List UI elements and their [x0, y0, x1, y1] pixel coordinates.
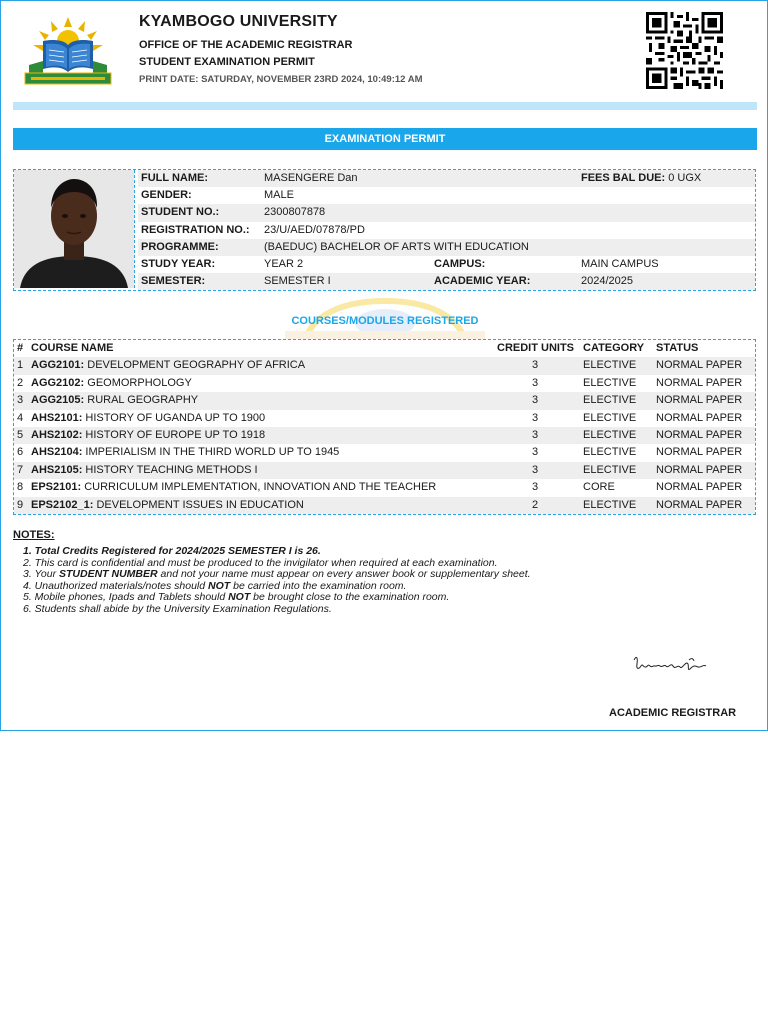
programme-value: (BAEDUC) BACHELOR OF ARTS WITH EDUCATION [264, 240, 529, 253]
course-num: 1 [17, 359, 24, 372]
course-code: AGG2102: [31, 376, 85, 389]
fees-balance [581, 170, 701, 187]
campus-value: MAIN CAMPUS [581, 257, 659, 270]
header-divider [13, 102, 757, 110]
course-title: DEVELOPMENT ISSUES IN EDUCATION [96, 498, 304, 511]
course-units: 3 [531, 359, 539, 372]
full-name-label: FULL NAME: [141, 172, 209, 184]
course-units: 3 [531, 394, 539, 407]
signature-role: ACADEMIC REGISTRAR [609, 707, 737, 719]
course-category: ELECTIVE [583, 446, 637, 459]
course-status: NORMAL PAPER [656, 428, 743, 441]
note-item: 2. This card is confidential and must be produced to the invigilator when required at each examination. [23, 556, 498, 569]
study-year-label: STUDY YEAR: [141, 257, 216, 270]
course-name [31, 479, 436, 496]
course-status: NORMAL PAPER [656, 411, 743, 424]
course-title: DEVELOPMENT GEOGRAPHY OF AFRICA [87, 359, 306, 372]
course-units: 3 [531, 463, 539, 476]
col-status-header: STATUS [656, 342, 699, 354]
col-category-header: CATEGORY [583, 342, 645, 354]
programme-label: PROGRAMME: [141, 240, 219, 253]
university-name: KYAMBOGO UNIVERSITY [139, 13, 338, 30]
course-category: ELECTIVE [583, 394, 637, 407]
course-title: GEOMORPHOLOGY [87, 376, 192, 389]
course-title: CURRICULUM IMPLEMENTATION, INNOVATION AND THE TEACHER [84, 481, 437, 494]
course-title: HISTORY TEACHING METHODS I [85, 463, 258, 476]
note-item: 5. Mobile phones, Ipads and Tablets should NOT be brought close to the examination room. [23, 591, 450, 604]
course-status: NORMAL PAPER [656, 394, 743, 407]
registration-no-label: REGISTRATION NO.: [141, 223, 250, 236]
course-status: NORMAL PAPER [656, 481, 743, 494]
course-code: AGG2105: [31, 394, 85, 407]
course-code: EPS2102_1: [31, 498, 94, 511]
course-num: 7 [17, 463, 24, 476]
course-name [31, 427, 265, 444]
course-category: ELECTIVE [583, 359, 637, 372]
col-units-header: CREDIT UNITS [497, 342, 574, 354]
course-num: 9 [17, 498, 24, 511]
info-row-programme [138, 239, 755, 256]
table-row [14, 392, 755, 409]
full-name-value: MASENGERE Dan [264, 172, 358, 184]
registration-no-value: 23/U/AED/07878/PD [264, 223, 365, 236]
course-category: ELECTIVE [583, 498, 637, 511]
student-info-table [138, 170, 755, 290]
note-item: 3. Your STUDENT NUMBER and not your name must appear on every answer book or supplementary sheet. [23, 568, 531, 581]
fees-label: FEES BAL DUE: [581, 172, 666, 184]
table-row [14, 357, 755, 374]
student-profile [13, 169, 756, 291]
course-code: AGG2101: [31, 359, 85, 372]
course-name [31, 375, 192, 392]
student-photo [14, 170, 135, 288]
table-row [14, 427, 755, 444]
course-units: 3 [531, 446, 539, 459]
study-year-value: YEAR 2 [264, 257, 304, 270]
course-code: AHS2102: [31, 428, 83, 441]
academic-year-label: ACADEMIC YEAR: [434, 275, 531, 288]
course-status: NORMAL PAPER [656, 376, 743, 389]
course-units: 3 [531, 411, 539, 424]
course-code: AHS2104: [31, 446, 83, 459]
note-item: 6. Students shall abide by the University Examination Regulations. [23, 602, 332, 615]
semester-value: SEMESTER I [264, 275, 331, 288]
course-num: 2 [17, 376, 24, 389]
table-row [14, 444, 755, 461]
permit-type: STUDENT EXAMINATION PERMIT [139, 56, 315, 68]
course-units: 3 [531, 481, 539, 494]
course-category: ELECTIVE [583, 428, 637, 441]
course-name [31, 497, 304, 514]
course-units: 3 [531, 376, 539, 389]
table-row [14, 410, 755, 427]
office-name: OFFICE OF THE ACADEMIC REGISTRAR [139, 39, 353, 51]
table-row [14, 375, 755, 392]
table-row [14, 462, 755, 479]
courses-header-row [14, 340, 755, 357]
table-row [14, 479, 755, 496]
course-num: 6 [17, 446, 24, 459]
courses-title: COURSES/MODULES REGISTERED [291, 315, 479, 327]
course-code: AHS2101: [31, 411, 83, 424]
course-title: RURAL GEOGRAPHY [87, 394, 199, 407]
course-category: ELECTIVE [583, 376, 637, 389]
notes-list [23, 546, 531, 616]
permit-title-bar: EXAMINATION PERMIT [13, 128, 757, 150]
qr-code-icon [646, 12, 723, 89]
course-title: HISTORY OF EUROPE UP TO 1918 [85, 428, 266, 441]
info-row-study-year [138, 256, 755, 273]
info-row-full-name [138, 170, 755, 187]
course-title: IMPERIALISM IN THE THIRD WORLD UP TO 1945 [85, 446, 340, 459]
course-category: ELECTIVE [583, 463, 637, 476]
course-name [31, 462, 258, 479]
course-num: 4 [17, 411, 24, 424]
course-code: EPS2101: [31, 481, 82, 494]
course-num: 3 [17, 394, 24, 407]
course-category: ELECTIVE [583, 411, 637, 424]
university-logo-icon [21, 15, 115, 87]
course-name [31, 410, 265, 427]
info-row-semester [138, 273, 755, 290]
info-row-gender [138, 187, 755, 204]
course-status: NORMAL PAPER [656, 359, 743, 372]
semester-label: SEMESTER: [141, 275, 206, 288]
course-name [31, 444, 339, 461]
note-1-text: 1. Total Credits Registered for 2024/2025 SEMESTER I is 26. [23, 545, 321, 557]
student-no-value: 2300807878 [264, 206, 326, 219]
note-item [23, 546, 531, 558]
courses-table [13, 339, 756, 515]
course-title: HISTORY OF UGANDA UP TO 1900 [85, 411, 266, 424]
person-icon [14, 170, 134, 288]
permit-header [1, 1, 767, 101]
course-status: NORMAL PAPER [656, 446, 743, 459]
course-status: NORMAL PAPER [656, 463, 743, 476]
notes-title: NOTES: [13, 529, 55, 541]
course-name [31, 392, 198, 409]
print-date: PRINT DATE: SATURDAY, NOVEMBER 23RD 2024, 10:49:12 AM [139, 74, 423, 85]
course-num: 5 [17, 428, 24, 441]
campus-label: CAMPUS: [434, 257, 486, 270]
info-row-registration-no [138, 222, 755, 239]
course-code: AHS2105: [31, 463, 83, 476]
course-units: 2 [531, 498, 539, 511]
course-status: NORMAL PAPER [656, 498, 743, 511]
fees-value: 0 UGX [668, 172, 702, 184]
course-category: CORE [583, 481, 615, 494]
gender-label: GENDER: [141, 189, 192, 202]
academic-year-value: 2024/2025 [581, 275, 633, 288]
course-num: 8 [17, 481, 24, 494]
note-item: 4. Unauthorized materials/notes should NOT be carried into the examination room. [23, 579, 407, 592]
col-name-header: COURSE NAME [31, 342, 114, 354]
gender-value: MALE [264, 189, 294, 202]
info-row-student-no [138, 204, 755, 221]
course-name [31, 357, 305, 374]
course-units: 3 [531, 428, 539, 441]
col-num-header: # [17, 342, 24, 354]
signature-icon [631, 652, 711, 678]
student-no-label: STUDENT NO.: [141, 206, 220, 219]
table-row [14, 497, 755, 514]
